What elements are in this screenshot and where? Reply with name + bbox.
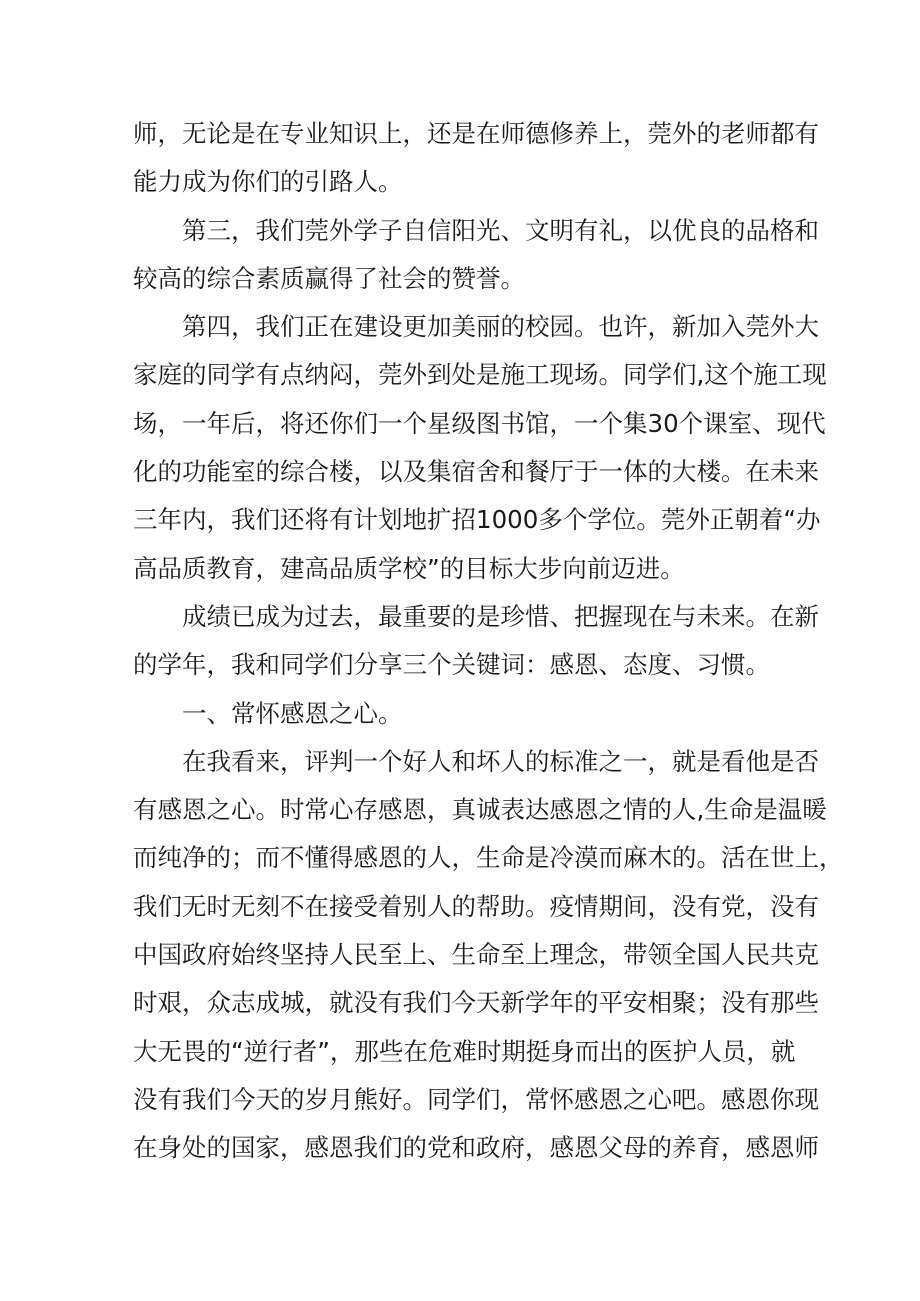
text-line: 三年内，我们还将有计划地扩招1000多个学位。莞外正朝着“办 <box>133 505 821 535</box>
text-line: 场，一年后，将还你们一个星级图书馆，一个集30个课室、现代 <box>133 408 826 438</box>
text-line: 家庭的同学有点纳闷，莞外到处是施工现场。同学们,这个施工现 <box>133 360 827 390</box>
text-line: 在身处的国家，感恩我们的党和政府，感恩父母的养育，感恩师 <box>133 1133 819 1163</box>
text-line: 我们无时无刻不在接受着别人的帮助。疫情期间，没有党，没有 <box>133 891 819 921</box>
text-line: 一、常怀感恩之心。 <box>182 698 403 728</box>
text-line: 有感恩之心。时常心存感恩，真诚表达感恩之情的人,生命是温暖 <box>133 795 827 825</box>
document-body <box>133 110 844 1173</box>
text-line: 的学年，我和同学们分享三个关键词：感恩、态度、习惯。 <box>133 650 770 680</box>
text-line: 较高的综合素质赢得了社会的赞誉。 <box>133 263 525 293</box>
text-line: 而纯净的；而不懂得感恩的人，生命是冷漠而麻木的。活在世上， <box>133 843 844 873</box>
text-line: 师，无论是在专业知识上，还是在师德修养上，莞外的老师都有 <box>133 119 819 148</box>
text-line: 第三，我们莞外学子自信阳光、文明有礼，以优良的品格和 <box>182 215 819 245</box>
text-line: 化的功能室的综合楼，以及集宿舍和餐厅于一体的大楼。在未来 <box>133 457 819 487</box>
text-line: 第四，我们正在建设更加美丽的校园。也许，新加入莞外大 <box>182 312 819 342</box>
text-line: 没有我们今天的岁月熊好。同学们，常怀感恩之心吧。感恩你现 <box>133 1084 819 1114</box>
text-line: 时艰，众志成城，就没有我们今天新学年的平安相聚；没有那些 <box>133 988 819 1018</box>
text-line: 高品质教育，建高品质学校”的目标大步向前迈进。 <box>133 553 685 583</box>
text-line: 能力成为你们的引路人。 <box>133 167 403 197</box>
text-line: 成绩已成为过去，最重要的是珍惜、把握现在与未来。在新 <box>182 601 819 631</box>
text-line: 中国政府始终坚持人民至上、生命至上理念，带领全国人民共克 <box>133 940 819 970</box>
text-line: 在我看来，评判一个好人和坏人的标准之一，就是看他是否 <box>182 746 819 776</box>
text-line: 大无畏的“逆行者”，那些在危难时期挺身而出的医护人员，就 <box>133 1036 796 1066</box>
